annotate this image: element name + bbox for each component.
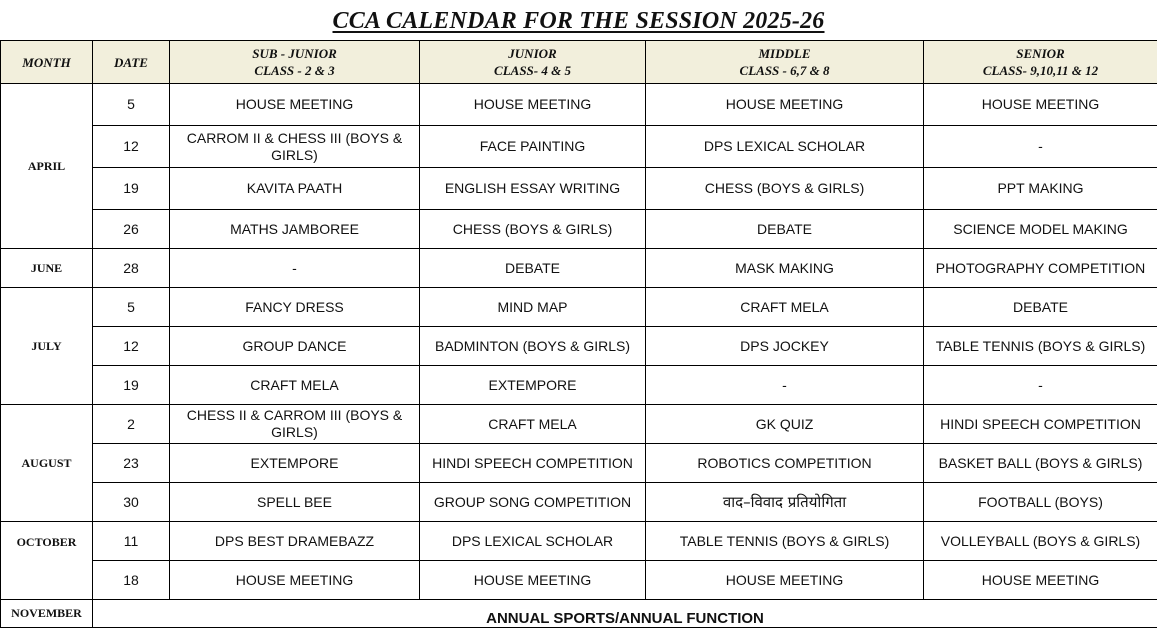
header-senior (924, 41, 1157, 84)
junior-cell: ENGLISH ESSAY WRITING (420, 168, 646, 210)
date-cell: 11 (93, 522, 170, 561)
sub-junior-cell: MATHS JAMBOREE (170, 210, 420, 249)
sub-junior-cell: HOUSE MEETING (170, 84, 420, 126)
date-cell: 5 (93, 84, 170, 126)
middle-cell: HOUSE MEETING (646, 84, 924, 126)
header-row (1, 41, 1157, 84)
junior-cell: EXTEMPORE (420, 366, 646, 405)
middle-cell: CRAFT MELA (646, 288, 924, 327)
date-cell: 19 (93, 168, 170, 210)
date-cell: 30 (93, 483, 170, 522)
sub-junior-cell: - (170, 249, 420, 288)
month-april: APRIL (1, 84, 93, 249)
month-november: NOVEMBER (1, 600, 93, 628)
table-row (1, 366, 1157, 405)
middle-cell: - (646, 366, 924, 405)
table-row (1, 210, 1157, 249)
senior-cell: BASKET BALL (BOYS & GIRLS) (924, 444, 1157, 483)
page-title: CCA CALENDAR FOR THE SESSION 2025-26 (332, 8, 825, 34)
senior-cell: PHOTOGRAPHY COMPETITION (924, 249, 1157, 288)
table-row (1, 249, 1157, 288)
table-row (1, 483, 1157, 522)
middle-cell: DPS LEXICAL SCHOLAR (646, 126, 924, 168)
senior-cell: SCIENCE MODEL MAKING (924, 210, 1157, 249)
date-cell: 23 (93, 444, 170, 483)
header-month: MONTH (1, 41, 93, 84)
header-junior-classes: CLASS- 4 & 5 (494, 63, 571, 78)
header-senior-title: SENIOR (1016, 46, 1065, 61)
senior-cell: PPT MAKING (924, 168, 1157, 210)
middle-cell: TABLE TENNIS (BOYS & GIRLS) (646, 522, 924, 561)
date-cell: 5 (93, 288, 170, 327)
header-date: DATE (93, 41, 170, 84)
table-row (1, 405, 1157, 444)
table-row (1, 327, 1157, 366)
date-cell: 12 (93, 126, 170, 168)
middle-cell: GK QUIZ (646, 405, 924, 444)
header-sub-junior-title: SUB - JUNIOR (252, 46, 337, 61)
table-row (1, 126, 1157, 168)
date-cell: 19 (93, 366, 170, 405)
date-cell: 18 (93, 561, 170, 600)
sub-junior-cell: HOUSE MEETING (170, 561, 420, 600)
header-sub-junior (170, 41, 420, 84)
sub-junior-cell: DPS BEST DRAMEBAZZ (170, 522, 420, 561)
senior-cell: FOOTBALL (BOYS) (924, 483, 1157, 522)
month-july: JULY (1, 288, 93, 405)
junior-cell: HINDI SPEECH COMPETITION (420, 444, 646, 483)
middle-cell: ROBOTICS COMPETITION (646, 444, 924, 483)
table-row (1, 522, 1157, 561)
table-row (1, 288, 1157, 327)
middle-cell: HOUSE MEETING (646, 561, 924, 600)
month-october: OCTOBER (1, 522, 93, 600)
middle-cell: DPS JOCKEY (646, 327, 924, 366)
table-row (1, 168, 1157, 210)
senior-cell: - (924, 366, 1157, 405)
junior-cell: MIND MAP (420, 288, 646, 327)
sub-junior-cell: CHESS II & CARROM III (BOYS & GIRLS) (170, 405, 420, 444)
sub-junior-cell: SPELL BEE (170, 483, 420, 522)
junior-cell: GROUP SONG COMPETITION (420, 483, 646, 522)
sub-junior-cell: GROUP DANCE (170, 327, 420, 366)
junior-cell: CRAFT MELA (420, 405, 646, 444)
header-junior (420, 41, 646, 84)
table-row (1, 600, 1157, 628)
sub-junior-cell: KAVITA PAATH (170, 168, 420, 210)
senior-cell: HOUSE MEETING (924, 84, 1157, 126)
junior-cell: DPS LEXICAL SCHOLAR (420, 522, 646, 561)
sub-junior-cell: CRAFT MELA (170, 366, 420, 405)
middle-cell: MASK MAKING (646, 249, 924, 288)
middle-cell: वाद–विवाद प्रतियोगिता (646, 483, 924, 522)
junior-cell: HOUSE MEETING (420, 84, 646, 126)
month-august: AUGUST (1, 405, 93, 522)
sub-junior-cell: CARROM II & CHESS III (BOYS & GIRLS) (170, 126, 420, 168)
senior-cell: VOLLEYBALL (BOYS & GIRLS) (924, 522, 1157, 561)
table-row (1, 561, 1157, 600)
header-junior-title: JUNIOR (508, 46, 557, 61)
junior-cell: BADMINTON (BOYS & GIRLS) (420, 327, 646, 366)
junior-cell: CHESS (BOYS & GIRLS) (420, 210, 646, 249)
date-cell: 26 (93, 210, 170, 249)
middle-cell: CHESS (BOYS & GIRLS) (646, 168, 924, 210)
date-cell: 2 (93, 405, 170, 444)
header-middle (646, 41, 924, 84)
senior-cell: HINDI SPEECH COMPETITION (924, 405, 1157, 444)
sub-junior-cell: EXTEMPORE (170, 444, 420, 483)
cca-calendar-table (0, 40, 1157, 628)
middle-cell: DEBATE (646, 210, 924, 249)
date-cell: 12 (93, 327, 170, 366)
header-middle-classes: CLASS - 6,7 & 8 (739, 63, 830, 78)
senior-cell: TABLE TENNIS (BOYS & GIRLS) (924, 327, 1157, 366)
header-middle-title: MIDDLE (758, 46, 811, 61)
junior-cell: DEBATE (420, 249, 646, 288)
november-event-cell: ANNUAL SPORTS/ANNUAL FUNCTION (93, 600, 1157, 628)
senior-cell: DEBATE (924, 288, 1157, 327)
senior-cell: - (924, 126, 1157, 168)
senior-cell: HOUSE MEETING (924, 561, 1157, 600)
month-june: JUNE (1, 249, 93, 288)
header-senior-classes: CLASS- 9,10,11 & 12 (982, 63, 1099, 78)
sub-junior-cell: FANCY DRESS (170, 288, 420, 327)
header-sub-junior-classes: CLASS - 2 & 3 (254, 63, 335, 78)
date-cell: 28 (93, 249, 170, 288)
junior-cell: HOUSE MEETING (420, 561, 646, 600)
table-row (1, 84, 1157, 126)
junior-cell: FACE PAINTING (420, 126, 646, 168)
table-row (1, 444, 1157, 483)
